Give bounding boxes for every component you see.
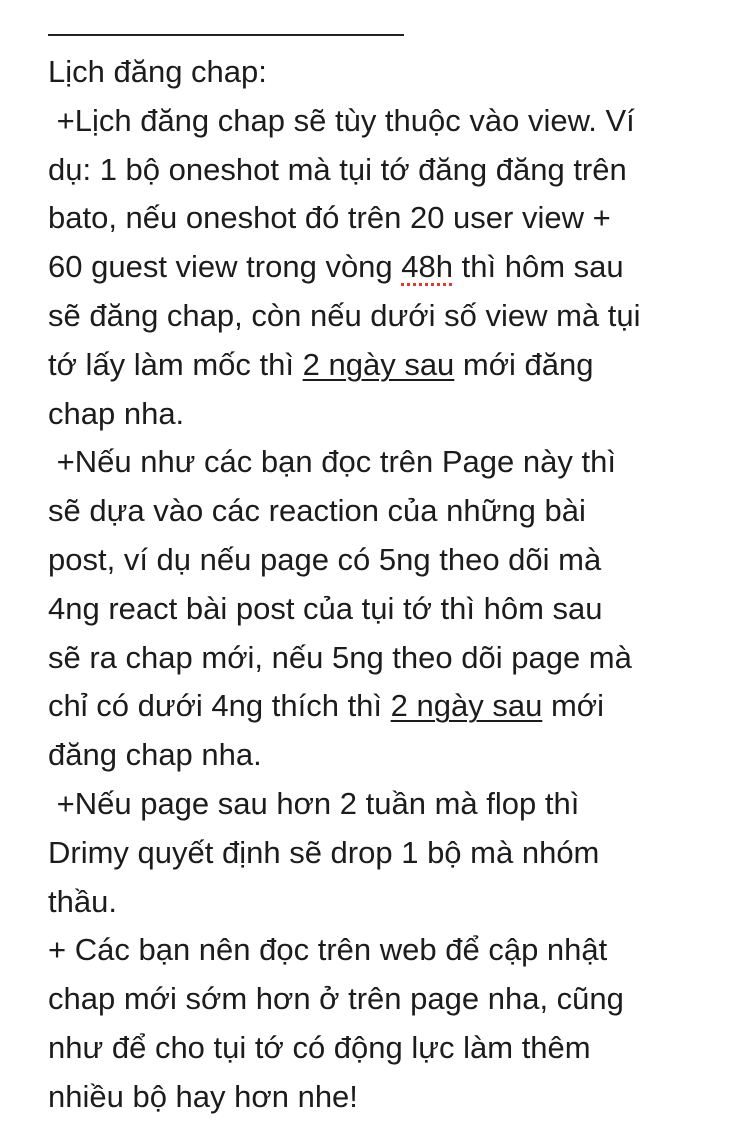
text-run: dụ: 1 bộ oneshot mà tụi tớ đăng đăng trên (48, 151, 627, 187)
text-run: như để cho tụi tớ có động lực làm thêm (48, 1029, 591, 1065)
text-run: chỉ có dưới 4ng thích thì (48, 688, 391, 724)
note-line (48, 975, 738, 1024)
note-line (48, 1073, 738, 1122)
text-run: thì hôm sau (453, 249, 624, 285)
text-run: mới đăng (454, 346, 594, 382)
note-line (48, 926, 738, 975)
text-run: đăng chap nha. (48, 737, 262, 773)
note-line (48, 292, 738, 341)
text-run: +Nếu như các bạn đọc trên Page này thì (48, 444, 616, 480)
text-run: nhiều bộ hay hơn nhe! (48, 1078, 358, 1114)
note-line (48, 341, 738, 390)
note-line (48, 97, 738, 146)
text-run: Drimy quyết định sẽ drop 1 bộ mà nhóm (48, 834, 600, 870)
note-body (48, 48, 738, 1122)
note-line (48, 1024, 738, 1073)
note-line (48, 146, 738, 195)
text-run: sẽ ra chap mới, nếu 5ng theo dõi page mà (48, 639, 632, 675)
spellcheck-marked-word: 48h (401, 249, 454, 285)
text-run: post, ví dụ nếu page có 5ng theo dõi mà (48, 541, 602, 577)
text-run: mới (542, 688, 604, 724)
text-run: chap nha. (48, 395, 185, 431)
text-run: bato, nếu oneshot đó trên 20 user view + (48, 200, 611, 236)
underlined-phrase: 2 ngày sau (302, 346, 455, 382)
note-line (48, 536, 738, 585)
note-line (48, 390, 738, 439)
note-line (48, 634, 738, 683)
note-line (48, 243, 738, 292)
note-line (48, 194, 738, 243)
note-line (48, 780, 738, 829)
note-line (48, 829, 738, 878)
text-run: + Các bạn nên đọc trên web để cập nhật (48, 932, 608, 968)
note-line (48, 438, 738, 487)
note-line (48, 487, 738, 536)
text-run: tớ lấy làm mốc thì (48, 346, 303, 382)
note-heading: Lịch đăng chap: (48, 54, 267, 89)
note-line (48, 878, 738, 927)
note-line (48, 682, 738, 731)
text-run: chap mới sớm hơn ở trên page nha, cũng (48, 981, 624, 1017)
note-line (48, 731, 738, 780)
underlined-phrase: 2 ngày sau (390, 688, 543, 724)
text-run: sẽ dựa vào các reaction của những bài (48, 493, 586, 529)
note-line (48, 585, 738, 634)
top-divider (48, 34, 404, 36)
text-run: +Nếu page sau hơn 2 tuần mà flop thì (48, 785, 580, 821)
text-run: +Lịch đăng chap sẽ tùy thuộc vào view. Ví (48, 102, 635, 138)
text-run: 4ng react bài post của tụi tớ thì hôm sau (48, 590, 603, 626)
text-run: thầu. (48, 883, 117, 919)
text-run: sẽ đăng chap, còn nếu dưới số view mà tụi (48, 297, 641, 333)
text-run: 60 guest view trong vòng (48, 249, 402, 285)
